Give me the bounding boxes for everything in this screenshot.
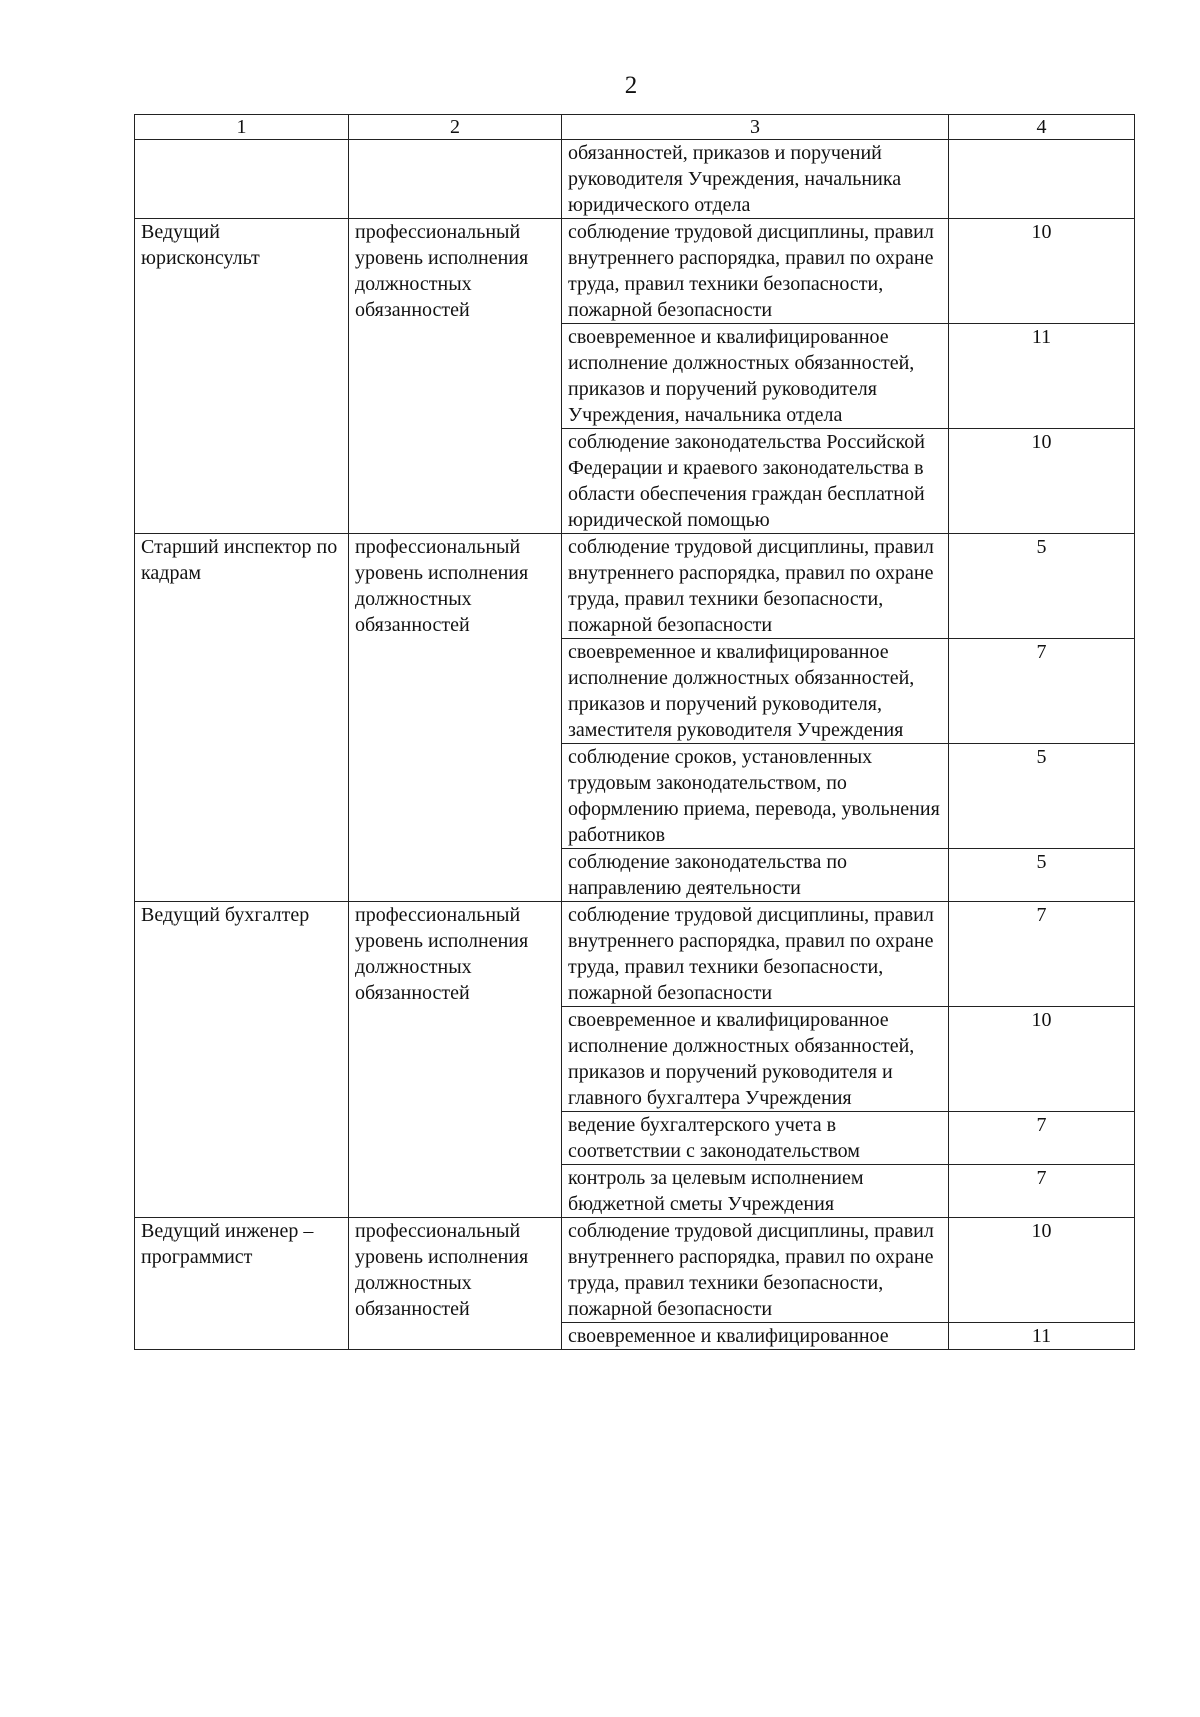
- criterion-cell: своевременное и квалифицированное исполнение должностных обязанностей, приказов и поручений руководителя, заместителя руководителя Учреждения: [562, 639, 949, 744]
- position-cell: [135, 140, 349, 219]
- criterion-cell: ведение бухгалтерского учета в соответствии с законодательством: [562, 1112, 949, 1165]
- criterion-cell: обязанностей, приказов и поручений руководителя Учреждения, начальника юридического отдела: [562, 140, 949, 219]
- position-cell: Ведущий бухгалтер: [135, 902, 349, 1218]
- column-header-2: 2: [349, 115, 562, 140]
- score-cell: 10: [949, 1007, 1135, 1112]
- header-row: [135, 115, 1135, 140]
- criterion-cell: соблюдение трудовой дисциплины, правил внутреннего распорядка, правил по охране труда, правил техники безопасности, пожарной безопасности: [562, 219, 949, 324]
- table-row: [135, 1218, 1135, 1323]
- score-cell: 7: [949, 639, 1135, 744]
- table-row: [135, 140, 1135, 219]
- level-cell: профессиональный уровень исполнения должностных обязанностей: [349, 902, 562, 1218]
- table-row: [135, 534, 1135, 639]
- position-cell: Ведущий юрисконсульт: [135, 219, 349, 534]
- score-cell: 11: [949, 324, 1135, 429]
- level-cell: профессиональный уровень исполнения должностных обязанностей: [349, 534, 562, 902]
- criterion-cell: соблюдение трудовой дисциплины, правил внутреннего распорядка, правил по охране труда, правил техники безопасности, пожарной безопасности: [562, 902, 949, 1007]
- level-cell: [349, 140, 562, 219]
- position-cell: Ведущий инженер – программист: [135, 1218, 349, 1350]
- criterion-cell: своевременное и квалифицированное исполнение должностных обязанностей, приказов и поручений руководителя Учреждения, начальника отдела: [562, 324, 949, 429]
- criterion-cell: контроль за целевым исполнением бюджетной сметы Учреждения: [562, 1165, 949, 1218]
- criterion-cell: соблюдение сроков, установленных трудовым законодательством, по оформлению приема, перевода, увольнения работников: [562, 744, 949, 849]
- level-cell: профессиональный уровень исполнения должностных обязанностей: [349, 219, 562, 534]
- criteria-table: [134, 114, 1135, 1350]
- score-cell: 7: [949, 1112, 1135, 1165]
- column-header-1: 1: [135, 115, 349, 140]
- score-cell: 11: [949, 1323, 1135, 1350]
- score-cell: 10: [949, 219, 1135, 324]
- score-cell: 7: [949, 902, 1135, 1007]
- score-cell: 5: [949, 744, 1135, 849]
- table-row: [135, 219, 1135, 324]
- criterion-cell: соблюдение законодательства Российской Федерации и краевого законодательства в области обеспечения граждан бесплатной юридической помощью: [562, 429, 949, 534]
- score-cell: 10: [949, 429, 1135, 534]
- score-cell: 5: [949, 534, 1135, 639]
- page-number: 2: [624, 72, 638, 99]
- criterion-cell: соблюдение трудовой дисциплины, правил внутреннего распорядка, правил по охране труда, правил техники безопасности, пожарной безопасности: [562, 534, 949, 639]
- level-cell: профессиональный уровень исполнения должностных обязанностей: [349, 1218, 562, 1350]
- criterion-cell: соблюдение трудовой дисциплины, правил внутреннего распорядка, правил по охране труда, правил техники безопасности, пожарной безопасности: [562, 1218, 949, 1323]
- score-cell: 10: [949, 1218, 1135, 1323]
- criterion-cell: соблюдение законодательства по направлению деятельности: [562, 849, 949, 902]
- score-cell: [949, 140, 1135, 219]
- criterion-cell: своевременное и квалифицированное исполнение должностных обязанностей, приказов и поручений руководителя и главного бухгалтера Учреждения: [562, 1007, 949, 1112]
- column-header-3: 3: [562, 115, 949, 140]
- table-row: [135, 902, 1135, 1007]
- position-cell: Старший инспектор по кадрам: [135, 534, 349, 902]
- criterion-cell: своевременное и квалифицированное: [562, 1323, 949, 1350]
- score-cell: 5: [949, 849, 1135, 902]
- score-cell: 7: [949, 1165, 1135, 1218]
- column-header-4: 4: [949, 115, 1135, 140]
